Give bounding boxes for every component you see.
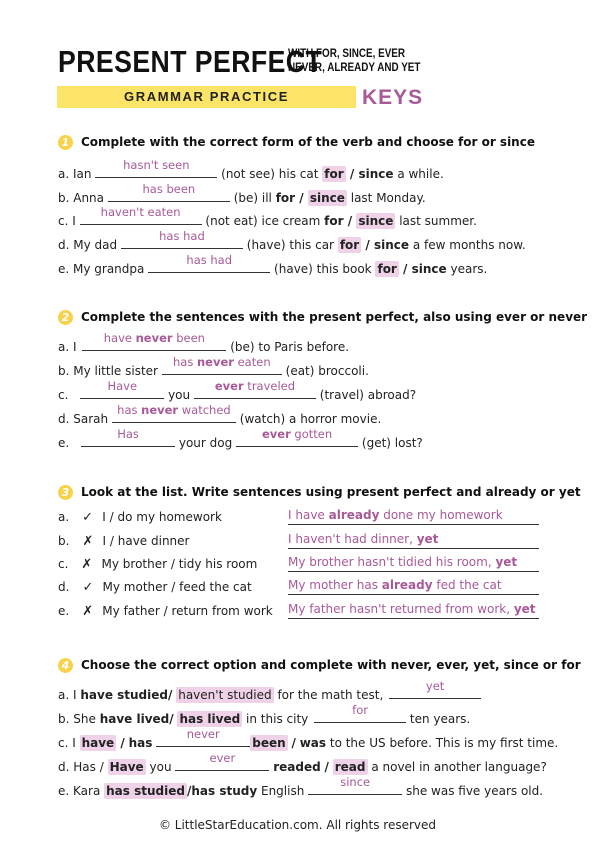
- answer-text: Have: [107, 379, 138, 393]
- section-number-badge: 1: [58, 135, 73, 150]
- answer-text: has never watched: [117, 403, 231, 417]
- page-subtitle: [288, 47, 420, 75]
- answer-blank[interactable]: [308, 775, 402, 795]
- s2-line-e: [58, 427, 423, 450]
- option-for[interactable]: for: [324, 214, 344, 228]
- option-for[interactable]: for: [275, 191, 296, 205]
- line-suffix: (watch) a horror movie.: [239, 412, 382, 426]
- line-suffix: she was five years old.: [405, 784, 544, 798]
- cross-icon: ✗: [82, 534, 94, 549]
- option-4[interactable]: was: [299, 736, 327, 750]
- s2-line-c: [58, 379, 417, 402]
- option-2[interactable]: haven't studied: [178, 688, 272, 702]
- line-suffix: last Monday.: [350, 191, 426, 205]
- answer-blank[interactable]: [314, 703, 406, 723]
- s1-line-a: a. Ian hasn't seen (not see) his cat for / since a while.: [58, 158, 444, 181]
- option-since[interactable]: since: [358, 167, 394, 181]
- option-since[interactable]: since: [411, 262, 447, 276]
- item-letter: e.: [58, 604, 70, 618]
- s3-item-a: [58, 510, 222, 525]
- line-prefix: a. I: [58, 340, 77, 354]
- answer-blank[interactable]: [80, 205, 202, 225]
- s2-line-d: [58, 403, 382, 426]
- option-1[interactable]: have: [81, 736, 115, 750]
- s4-line-e: [58, 775, 544, 798]
- answer-blank[interactable]: [156, 727, 250, 747]
- line-middle: (have) this book: [274, 262, 372, 276]
- s2-line-b: [58, 355, 369, 378]
- item-prompt: My father / return from work: [102, 604, 273, 618]
- line-middle: (not see) his cat: [221, 167, 319, 181]
- line-suffix: years.: [450, 262, 488, 276]
- item-letter: c.: [58, 557, 69, 571]
- s1-line-e: e. My grandpa has had (have) this book for / since years.: [58, 253, 488, 276]
- line-suffix: a few months now.: [412, 238, 526, 252]
- check-icon: ✓: [82, 510, 94, 525]
- option-2[interactable]: readed: [273, 760, 321, 774]
- s4-line-d: d. Has / Have you ever readed / read a novel in another language?: [58, 751, 547, 774]
- band-label: GRAMMAR PRACTICE: [124, 89, 289, 104]
- line-suffix: (get) lost?: [361, 436, 423, 450]
- line-middle: you: [168, 388, 191, 402]
- option-for[interactable]: for: [324, 167, 344, 181]
- line-middle: (not eat) ice cream: [205, 214, 321, 228]
- line-suffix: last summer.: [399, 214, 477, 228]
- option-for[interactable]: for: [377, 262, 397, 276]
- option-1[interactable]: Have: [109, 760, 144, 774]
- s3-item-c: [58, 557, 257, 572]
- option-1[interactable]: has studied: [106, 784, 185, 798]
- grammar-practice-band: [57, 86, 356, 108]
- answer-text: ever: [209, 751, 236, 765]
- line-prefix: b. She: [58, 712, 96, 726]
- s3-item-b: [58, 534, 189, 549]
- option-1[interactable]: have studied: [80, 688, 168, 702]
- option-since[interactable]: since: [358, 214, 394, 228]
- line-suffix: in this city: [246, 712, 309, 726]
- answer-blank[interactable]: [108, 182, 230, 202]
- answer-text: yet: [425, 679, 445, 693]
- cross-icon: ✗: [82, 604, 94, 619]
- option-3[interactable]: read: [334, 760, 366, 774]
- line-prefix: e. My grandpa: [58, 262, 145, 276]
- answer-blank[interactable]: [82, 331, 226, 351]
- line-prefix: a. Ian: [58, 167, 92, 181]
- line-prefix: b. My little sister: [58, 364, 158, 378]
- page-title: PRESENT PERFECT: [58, 44, 323, 79]
- answer-text: for: [352, 703, 368, 717]
- line-end: ten years.: [409, 712, 471, 726]
- s3-answer-d[interactable]: My mother has already fed the cat: [288, 578, 539, 595]
- s1-line-b: b. Anna has been (be) ill for / since last Monday.: [58, 182, 426, 205]
- copyright-footer: © LittleStarEducation.com. All rights reserved: [158, 818, 437, 832]
- line-suffix: (travel) abroad?: [319, 388, 417, 402]
- line-suffix: to the US before. This is my first time.: [329, 736, 559, 750]
- answer-blank[interactable]: [236, 427, 358, 447]
- s3-answer-c[interactable]: My brother hasn't tidied his room, yet: [288, 555, 539, 572]
- option-since[interactable]: since: [373, 238, 410, 252]
- s4-line-b: b. She have lived/ has lived in this city for ten years.: [58, 703, 471, 726]
- section-number-badge: 2: [58, 310, 73, 325]
- cross-icon: ✗: [81, 557, 93, 572]
- line-prefix: a. I: [58, 688, 77, 702]
- answer-text: Has: [117, 427, 139, 441]
- s4-line-a: a. I have studied/ haven't studied for the math test, yet: [58, 683, 481, 702]
- section-heading-text: Choose the correct option and complete with never, ever, yet, since or for: [81, 658, 581, 672]
- line-suffix: for the math test,: [277, 688, 384, 702]
- answer-text: has been: [142, 182, 196, 196]
- item-letter: d.: [58, 580, 70, 594]
- section-3-heading: [58, 485, 581, 500]
- section-4-heading: [58, 658, 581, 673]
- line-middle: (be) ill: [233, 191, 272, 205]
- s4-line-c: c. I have / has never been / was to the US before. This is my first time.: [58, 727, 559, 750]
- item-prompt: My brother / tidy his room: [101, 557, 258, 571]
- subtitle-line-2: NEVER, ALREADY AND YET: [288, 62, 421, 74]
- line-suffix: a novel in another language?: [371, 760, 547, 774]
- s3-item-d: [58, 580, 252, 595]
- keys-label: KEYS: [362, 86, 424, 109]
- item-letter: b.: [58, 534, 70, 548]
- s3-answer-e[interactable]: My father hasn't returned from work, yet: [288, 602, 539, 619]
- line-prefix: c.: [58, 388, 69, 402]
- answer-blank[interactable]: [80, 379, 164, 399]
- option-2[interactable]: has lived: [179, 712, 241, 726]
- item-prompt: My mother / feed the cat: [102, 580, 252, 594]
- line-prefix: e.: [58, 436, 70, 450]
- answer-text: never: [186, 727, 220, 741]
- option-2[interactable]: has: [128, 736, 153, 750]
- answer-text: hasn't seen: [123, 158, 190, 172]
- answer-blank[interactable]: [148, 253, 270, 273]
- answer-blank[interactable]: [194, 379, 316, 399]
- line-prefix: d. Sarah: [58, 412, 109, 426]
- s3-item-e: [58, 604, 273, 619]
- line-suffix: a while.: [397, 167, 444, 181]
- option-since[interactable]: since: [309, 191, 345, 205]
- line-middle: English: [260, 784, 305, 798]
- answer-text: haven't eaten: [100, 205, 181, 219]
- section-heading-text: Complete the sentences with the present perfect, also using ever or never: [81, 310, 588, 324]
- s3-answer-b[interactable]: I haven't had dinner, yet: [288, 532, 539, 549]
- option-for[interactable]: for: [339, 238, 360, 252]
- answer-blank[interactable]: [162, 355, 282, 375]
- answer-blank[interactable]: [95, 158, 217, 178]
- line-prefix: b. Anna: [58, 191, 105, 205]
- answer-blank[interactable]: [121, 229, 243, 249]
- s3-answer-a[interactable]: I have already done my homework: [288, 508, 539, 525]
- answer-text: have never been: [103, 331, 205, 345]
- line-middle: you: [149, 760, 172, 774]
- answer-blank[interactable]: [81, 427, 175, 447]
- section-number-badge: 4: [58, 658, 73, 673]
- line-prefix: c. I: [58, 736, 76, 750]
- answer-text: has had: [186, 253, 233, 267]
- answer-blank[interactable]: [389, 679, 481, 699]
- section-number-badge: 3: [58, 485, 73, 500]
- line-middle: (have) this car: [246, 238, 334, 252]
- section-2-heading: [58, 310, 587, 325]
- s2-line-a: [58, 331, 350, 354]
- subtitle-line-1: WITH FOR, SINCE, EVER: [288, 48, 406, 60]
- answer-blank[interactable]: [112, 403, 236, 423]
- option-3[interactable]: been: [252, 736, 286, 750]
- option-1[interactable]: have lived: [99, 712, 170, 726]
- item-letter: a.: [58, 510, 70, 524]
- answer-blank[interactable]: [175, 751, 269, 771]
- line-suffix: (be) to Paris before.: [230, 340, 350, 354]
- section-1-heading: [58, 135, 535, 150]
- answer-text: ever traveled: [214, 379, 296, 393]
- line-prefix: c. I: [58, 214, 76, 228]
- item-prompt: I / have dinner: [102, 534, 190, 548]
- s1-line-c: c. I haven't eaten (not eat) ice cream for / since last summer.: [58, 205, 477, 228]
- line-prefix: d. My dad: [58, 238, 118, 252]
- s1-line-d: d. My dad has had (have) this car for / since a few months now.: [58, 229, 526, 252]
- answer-text: since: [340, 775, 371, 789]
- answer-text: has never eaten: [173, 355, 271, 369]
- option-2[interactable]: /has study: [186, 784, 258, 798]
- section-heading-text: Look at the list. Write sentences using present perfect and already or yet: [81, 485, 581, 499]
- line-prefix: d. Has /: [58, 760, 104, 774]
- check-icon: ✓: [82, 580, 94, 595]
- item-prompt: I / do my homework: [102, 510, 222, 524]
- answer-text: has had: [159, 229, 205, 243]
- answer-text: ever gotten: [261, 427, 333, 441]
- section-heading-text: Complete with the correct form of the verb and choose for or since: [81, 135, 535, 149]
- line-middle: your dog: [178, 436, 233, 450]
- line-prefix: e. Kara: [58, 784, 101, 798]
- line-suffix: (eat) broccoli.: [285, 364, 369, 378]
